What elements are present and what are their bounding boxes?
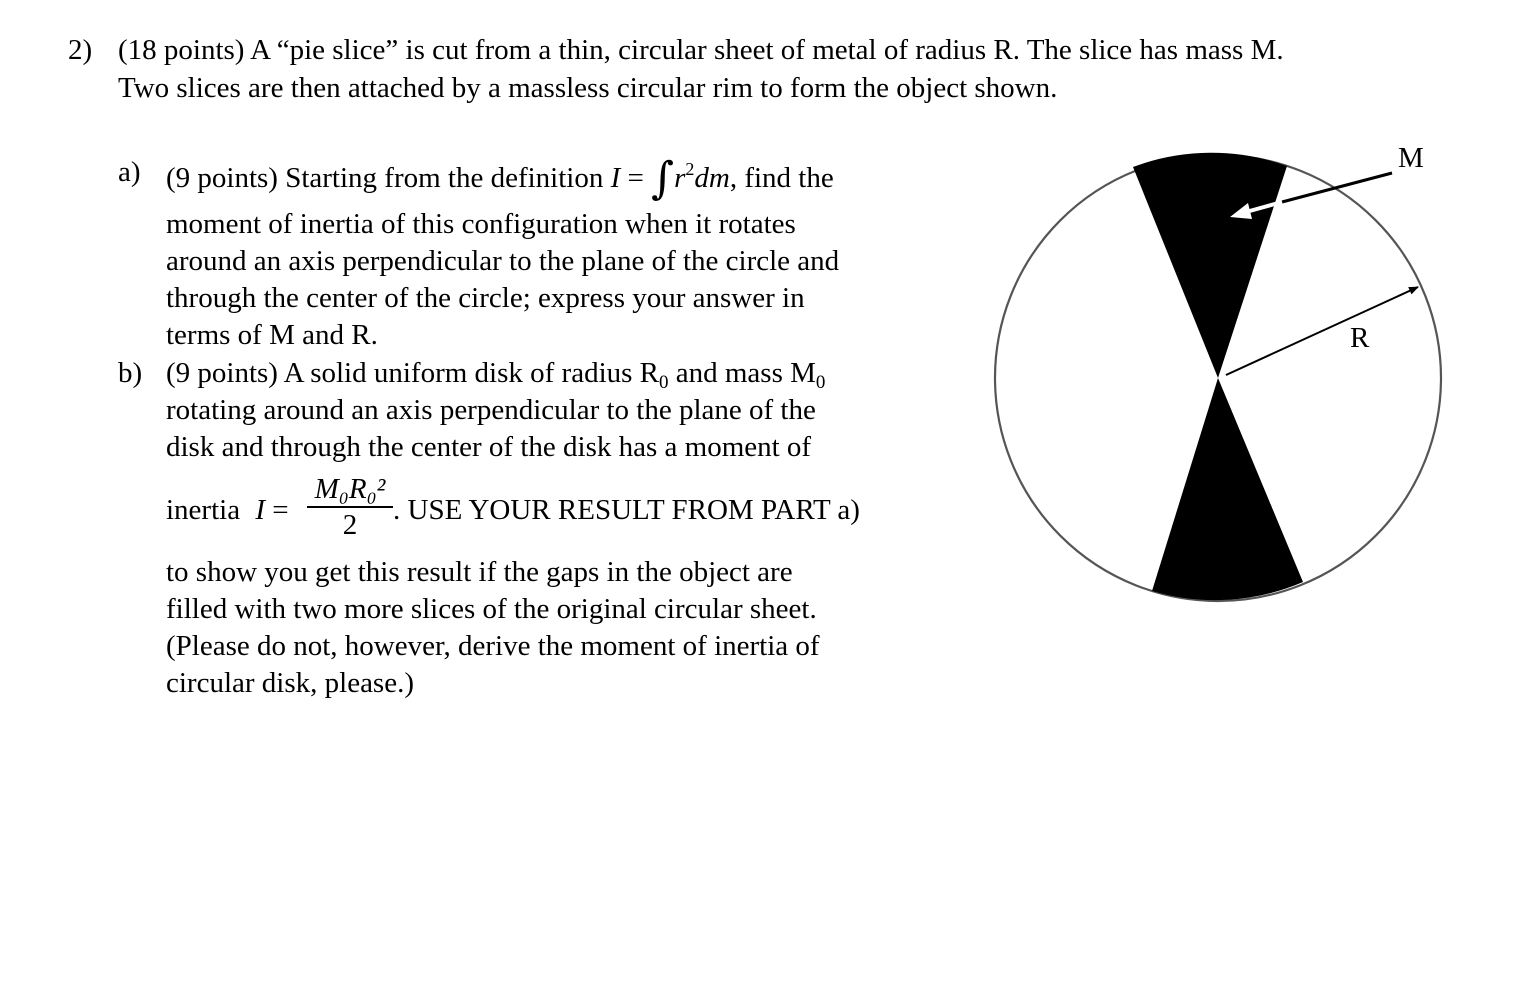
part-a-formula-exponent: 2 [685,159,695,179]
part-b-line1-pre: (9 points) A solid uniform disk of radius R [166,357,659,389]
part-b-line8: circular disk, please.) [166,667,415,699]
fraction-numerator: M₀R₀² [314,473,386,505]
part-b-line6: filled with two more slices of the original circular sheet. [166,593,817,625]
part-b-line7: (Please do not, however, derive the moment of inertia of [166,630,820,662]
part-b-line5: to show you get this result if the gaps in the object are [166,556,793,588]
part-a-formula-I: I [610,162,621,194]
problem-intro-line2: Two slices are then attached by a massless circular rim to form the object shown. [118,72,1058,104]
fraction-denominator: 2 [342,508,358,541]
part-b-inertia-word: inertia [166,494,241,526]
part-b-line1-mid: and mass M [668,357,816,389]
problem-number: 2) [68,34,93,66]
figure-label-radius: R [1350,322,1370,354]
part-a-formula-eq: = [627,162,644,194]
part-b-label: b) [118,357,143,389]
part-b-line1-sub2: 0 [815,372,826,393]
problem-intro-line1: (18 points) A “pie slice” is cut from a thin, circular sheet of metal of radius R. The slice has mass M. [118,34,1284,66]
figure-label-mass: M [1398,142,1424,174]
part-a-line5: terms of M and R. [166,319,378,351]
part-a-line3: around an axis perpendicular to the plane of the circle and [166,245,840,277]
part-b-formula-eq: = [272,494,289,526]
part-a-formula-dm: dm [694,162,730,194]
part-b-line4-tail: . USE YOUR RESULT FROM PART a) [393,494,860,526]
part-a-line2: moment of inertia of this configuration when it rotates [166,208,796,240]
integral-sign: ∫ [651,153,675,204]
part-b-line2: rotating around an axis perpendicular to the plane of the [166,394,816,426]
part-a-line4: through the center of the circle; express your answer in [166,282,805,314]
part-b-formula-I: I [255,494,265,526]
part-a-label: a) [118,156,141,188]
part-b-line3: disk and through the center of the disk has a moment of [166,431,812,463]
part-a-formula-r: r [674,162,686,194]
part-b-line1-sub1: 0 [659,372,669,393]
part-a-line1-tail: , find the [729,162,834,194]
part-a-line1-text: (9 points) Starting from the definition [166,162,604,194]
